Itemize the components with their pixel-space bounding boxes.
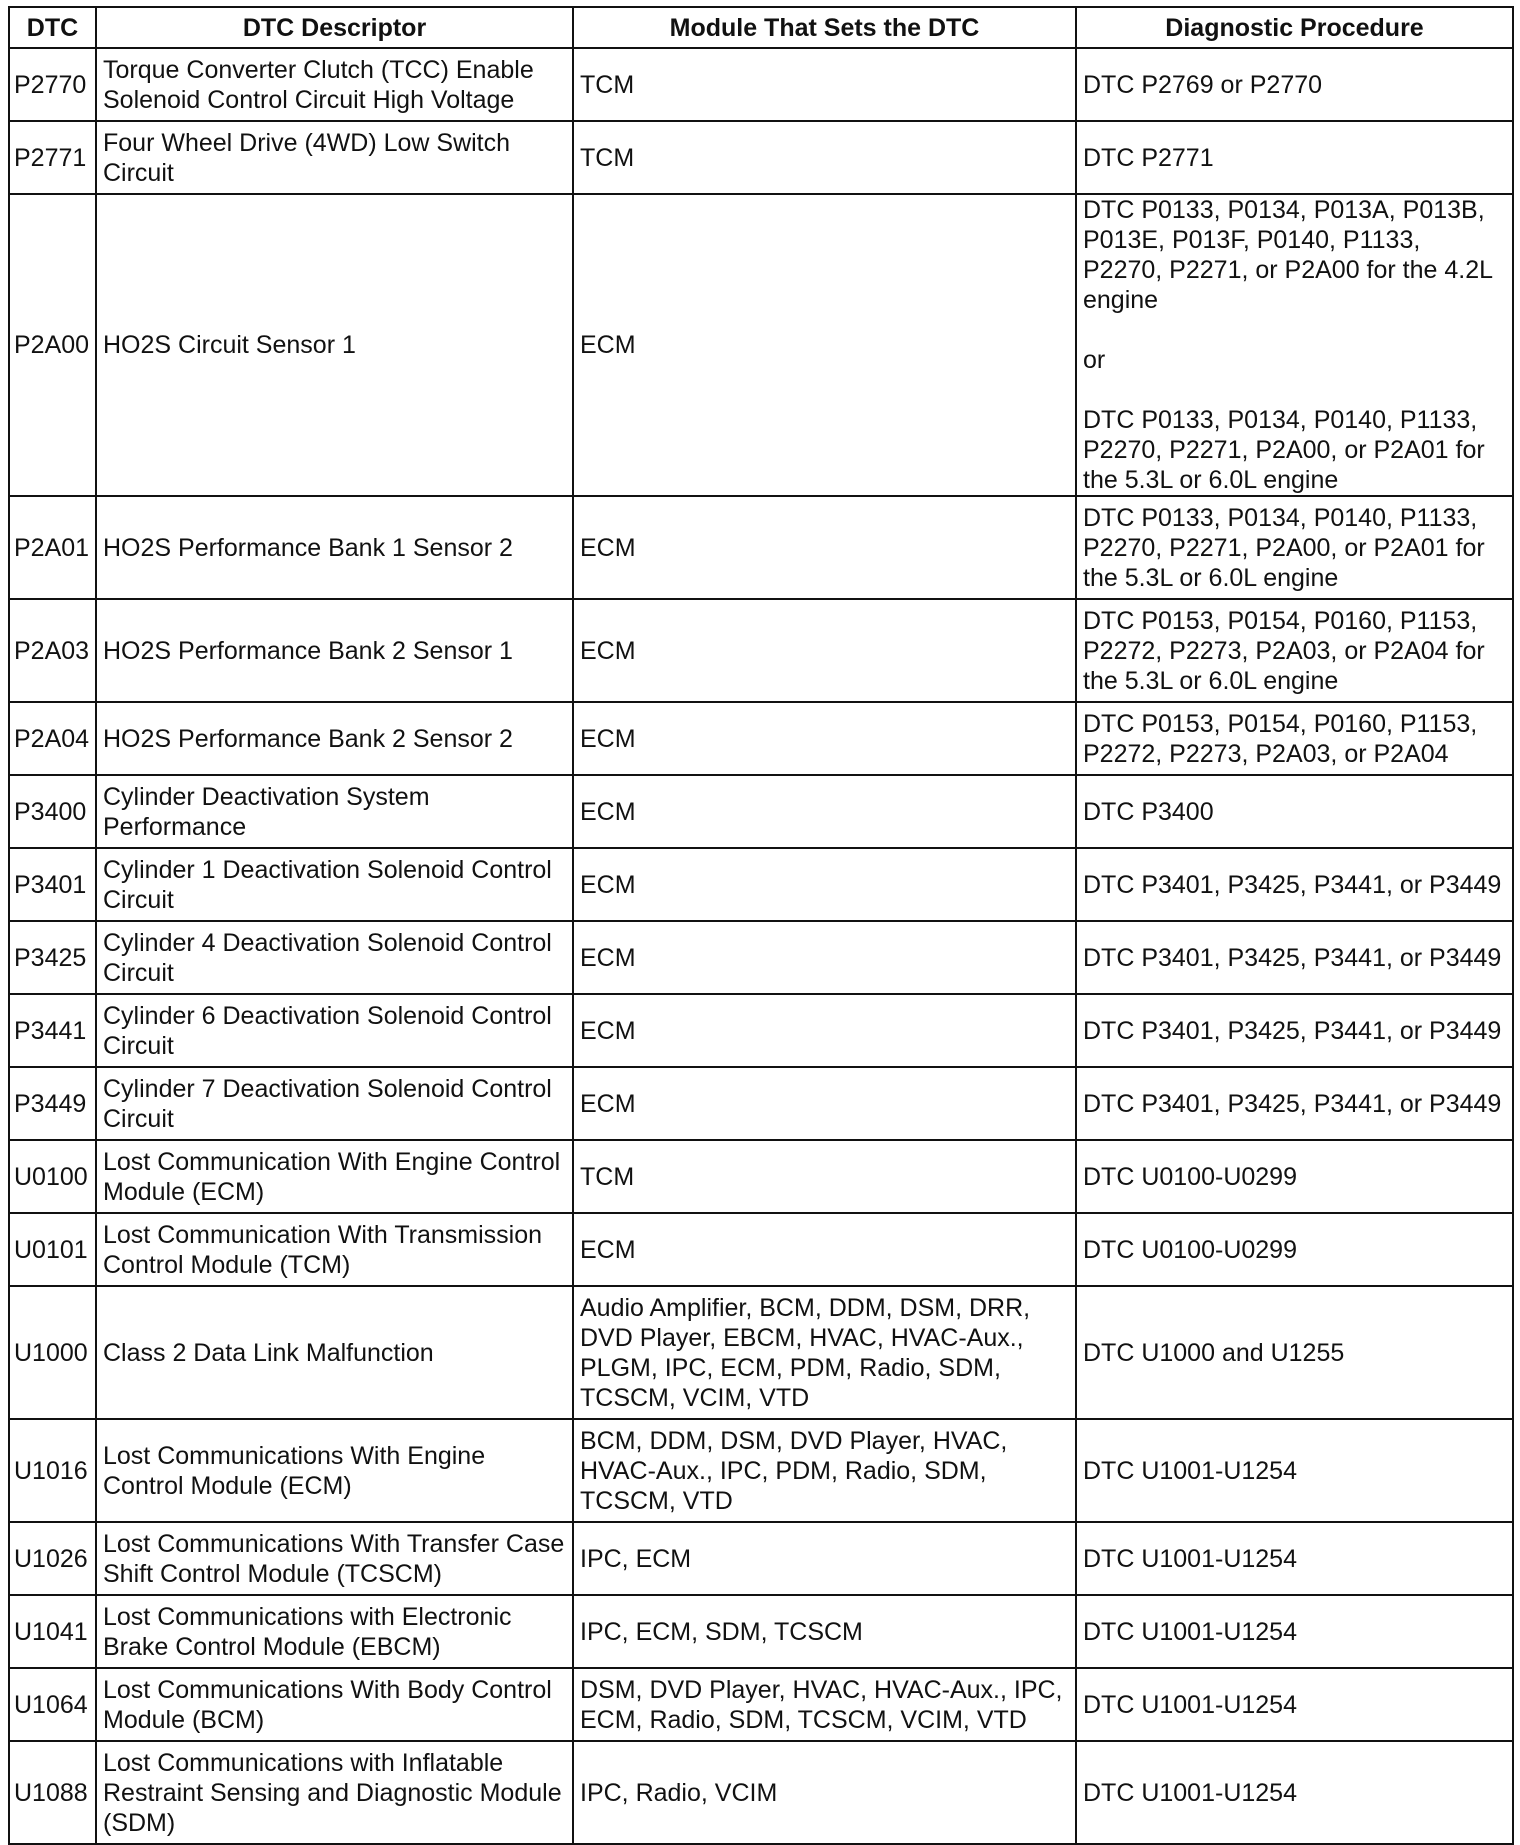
cell-procedure: DTC U0100-U0299 <box>1076 1140 1513 1213</box>
cell-dtc: U1026 <box>9 1522 96 1595</box>
cell-descriptor: HO2S Performance Bank 2 Sensor 2 <box>96 702 573 775</box>
cell-descriptor: Cylinder 4 Deactivation Solenoid Control Circuit <box>96 921 573 994</box>
cell-module: TCM <box>573 48 1076 121</box>
cell-descriptor: HO2S Circuit Sensor 1 <box>96 194 573 496</box>
cell-descriptor: Lost Communications with Electronic Brake Control Module (EBCM) <box>96 1595 573 1668</box>
cell-module: ECM <box>573 848 1076 921</box>
table-row <box>9 921 1513 994</box>
cell-descriptor: HO2S Performance Bank 2 Sensor 1 <box>96 599 573 702</box>
cell-descriptor: Lost Communications with Inflatable Restraint Sensing and Diagnostic Module (SDM) <box>96 1741 573 1844</box>
cell-descriptor: HO2S Performance Bank 1 Sensor 2 <box>96 496 573 599</box>
cell-dtc: P3441 <box>9 994 96 1067</box>
table-row <box>9 848 1513 921</box>
cell-procedure: DTC P3401, P3425, P3441, or P3449 <box>1076 1067 1513 1140</box>
cell-module: ECM <box>573 194 1076 496</box>
cell-module: IPC, ECM <box>573 1522 1076 1595</box>
cell-dtc: U1088 <box>9 1741 96 1844</box>
table-row <box>9 599 1513 702</box>
cell-procedure: DTC U0100-U0299 <box>1076 1213 1513 1286</box>
cell-dtc: U1064 <box>9 1668 96 1741</box>
cell-descriptor: Cylinder Deactivation System Performance <box>96 775 573 848</box>
table-row <box>9 1741 1513 1844</box>
cell-module: ECM <box>573 496 1076 599</box>
table-row <box>9 1140 1513 1213</box>
cell-descriptor: Class 2 Data Link Malfunction <box>96 1286 573 1419</box>
cell-module: TCM <box>573 121 1076 194</box>
cell-module: ECM <box>573 775 1076 848</box>
cell-descriptor: Cylinder 1 Deactivation Solenoid Control Circuit <box>96 848 573 921</box>
cell-module: ECM <box>573 702 1076 775</box>
cell-descriptor: Lost Communications With Transfer Case Shift Control Module (TCSCM) <box>96 1522 573 1595</box>
cell-procedure: DTC U1001-U1254 <box>1076 1419 1513 1522</box>
cell-procedure: DTC P3401, P3425, P3441, or P3449 <box>1076 921 1513 994</box>
table-row <box>9 48 1513 121</box>
cell-descriptor: Lost Communication With Transmission Control Module (TCM) <box>96 1213 573 1286</box>
table-row <box>9 1419 1513 1522</box>
header-descriptor: DTC Descriptor <box>96 7 573 48</box>
table-row <box>9 1522 1513 1595</box>
cell-procedure: DTC P3400 <box>1076 775 1513 848</box>
table-row <box>9 994 1513 1067</box>
cell-module: ECM <box>573 1067 1076 1140</box>
table-row <box>9 1067 1513 1140</box>
table-row <box>9 496 1513 599</box>
cell-module: IPC, Radio, VCIM <box>573 1741 1076 1844</box>
cell-dtc: P2770 <box>9 48 96 121</box>
cell-dtc: P3400 <box>9 775 96 848</box>
header-module: Module That Sets the DTC <box>573 7 1076 48</box>
cell-procedure: DTC P0153, P0154, P0160, P1153, P2272, P2273, P2A03, or P2A04 <box>1076 702 1513 775</box>
cell-dtc: P3401 <box>9 848 96 921</box>
cell-descriptor: Lost Communication With Engine Control Module (ECM) <box>96 1140 573 1213</box>
cell-procedure: DTC P2771 <box>1076 121 1513 194</box>
cell-dtc: P2771 <box>9 121 96 194</box>
cell-dtc: U0100 <box>9 1140 96 1213</box>
table-row <box>9 1595 1513 1668</box>
cell-procedure: DTC U1000 and U1255 <box>1076 1286 1513 1419</box>
cell-procedure: DTC U1001-U1254 <box>1076 1741 1513 1844</box>
dtc-table <box>8 6 1514 1845</box>
table-row <box>9 1286 1513 1419</box>
cell-descriptor: Cylinder 6 Deactivation Solenoid Control Circuit <box>96 994 573 1067</box>
cell-module: Audio Amplifier, BCM, DDM, DSM, DRR, DVD Player, EBCM, HVAC, HVAC-Aux., PLGM, IPC, ECM, PDM, Radio, SDM, TCSCM, VCIM, VTD <box>573 1286 1076 1419</box>
cell-procedure: DTC P0133, P0134, P0140, P1133, P2270, P2271, P2A00, or P2A01 for the 5.3L or 6.0L engine <box>1076 496 1513 599</box>
cell-dtc: P2A03 <box>9 599 96 702</box>
cell-dtc: P2A00 <box>9 194 96 496</box>
cell-dtc: U0101 <box>9 1213 96 1286</box>
cell-descriptor: Lost Communications With Engine Control Module (ECM) <box>96 1419 573 1522</box>
cell-module: IPC, ECM, SDM, TCSCM <box>573 1595 1076 1668</box>
cell-module: TCM <box>573 1140 1076 1213</box>
cell-module: ECM <box>573 599 1076 702</box>
cell-procedure: DTC U1001-U1254 <box>1076 1522 1513 1595</box>
cell-module: ECM <box>573 994 1076 1067</box>
table-row <box>9 194 1513 496</box>
cell-dtc: P2A04 <box>9 702 96 775</box>
cell-procedure: DTC U1001-U1254 <box>1076 1595 1513 1668</box>
cell-descriptor: Lost Communications With Body Control Module (BCM) <box>96 1668 573 1741</box>
cell-module: ECM <box>573 921 1076 994</box>
cell-procedure: DTC U1001-U1254 <box>1076 1668 1513 1741</box>
cell-procedure: DTC P0133, P0134, P013A, P013B, P013E, P013F, P0140, P1133, P2270, P2271, or P2A00 for the 4.2L engine or DTC P0133, P0134, P0140, P1133, P2270, P2271, P2A00, or P2A01 for the 5.3L or 6.0L engine <box>1076 194 1513 496</box>
cell-procedure: DTC P3401, P3425, P3441, or P3449 <box>1076 994 1513 1067</box>
table-row <box>9 702 1513 775</box>
cell-descriptor: Cylinder 7 Deactivation Solenoid Control Circuit <box>96 1067 573 1140</box>
cell-dtc: P3425 <box>9 921 96 994</box>
header-procedure: Diagnostic Procedure <box>1076 7 1513 48</box>
cell-module: BCM, DDM, DSM, DVD Player, HVAC, HVAC-Aux., IPC, PDM, Radio, SDM, TCSCM, VTD <box>573 1419 1076 1522</box>
table-row <box>9 1213 1513 1286</box>
table-row <box>9 121 1513 194</box>
cell-procedure: DTC P3401, P3425, P3441, or P3449 <box>1076 848 1513 921</box>
cell-dtc: P2A01 <box>9 496 96 599</box>
cell-dtc: P3449 <box>9 1067 96 1140</box>
table-row <box>9 775 1513 848</box>
cell-dtc: U1016 <box>9 1419 96 1522</box>
table-row <box>9 1668 1513 1741</box>
cell-descriptor: Four Wheel Drive (4WD) Low Switch Circuit <box>96 121 573 194</box>
cell-descriptor: Torque Converter Clutch (TCC) Enable Solenoid Control Circuit High Voltage <box>96 48 573 121</box>
cell-module: ECM <box>573 1213 1076 1286</box>
cell-procedure: DTC P0153, P0154, P0160, P1153, P2272, P2273, P2A03, or P2A04 for the 5.3L or 6.0L engine <box>1076 599 1513 702</box>
cell-procedure: DTC P2769 or P2770 <box>1076 48 1513 121</box>
header-dtc: DTC <box>9 7 96 48</box>
table-header-row <box>9 7 1513 48</box>
cell-dtc: U1041 <box>9 1595 96 1668</box>
cell-dtc: U1000 <box>9 1286 96 1419</box>
cell-module: DSM, DVD Player, HVAC, HVAC-Aux., IPC, ECM, Radio, SDM, TCSCM, VCIM, VTD <box>573 1668 1076 1741</box>
